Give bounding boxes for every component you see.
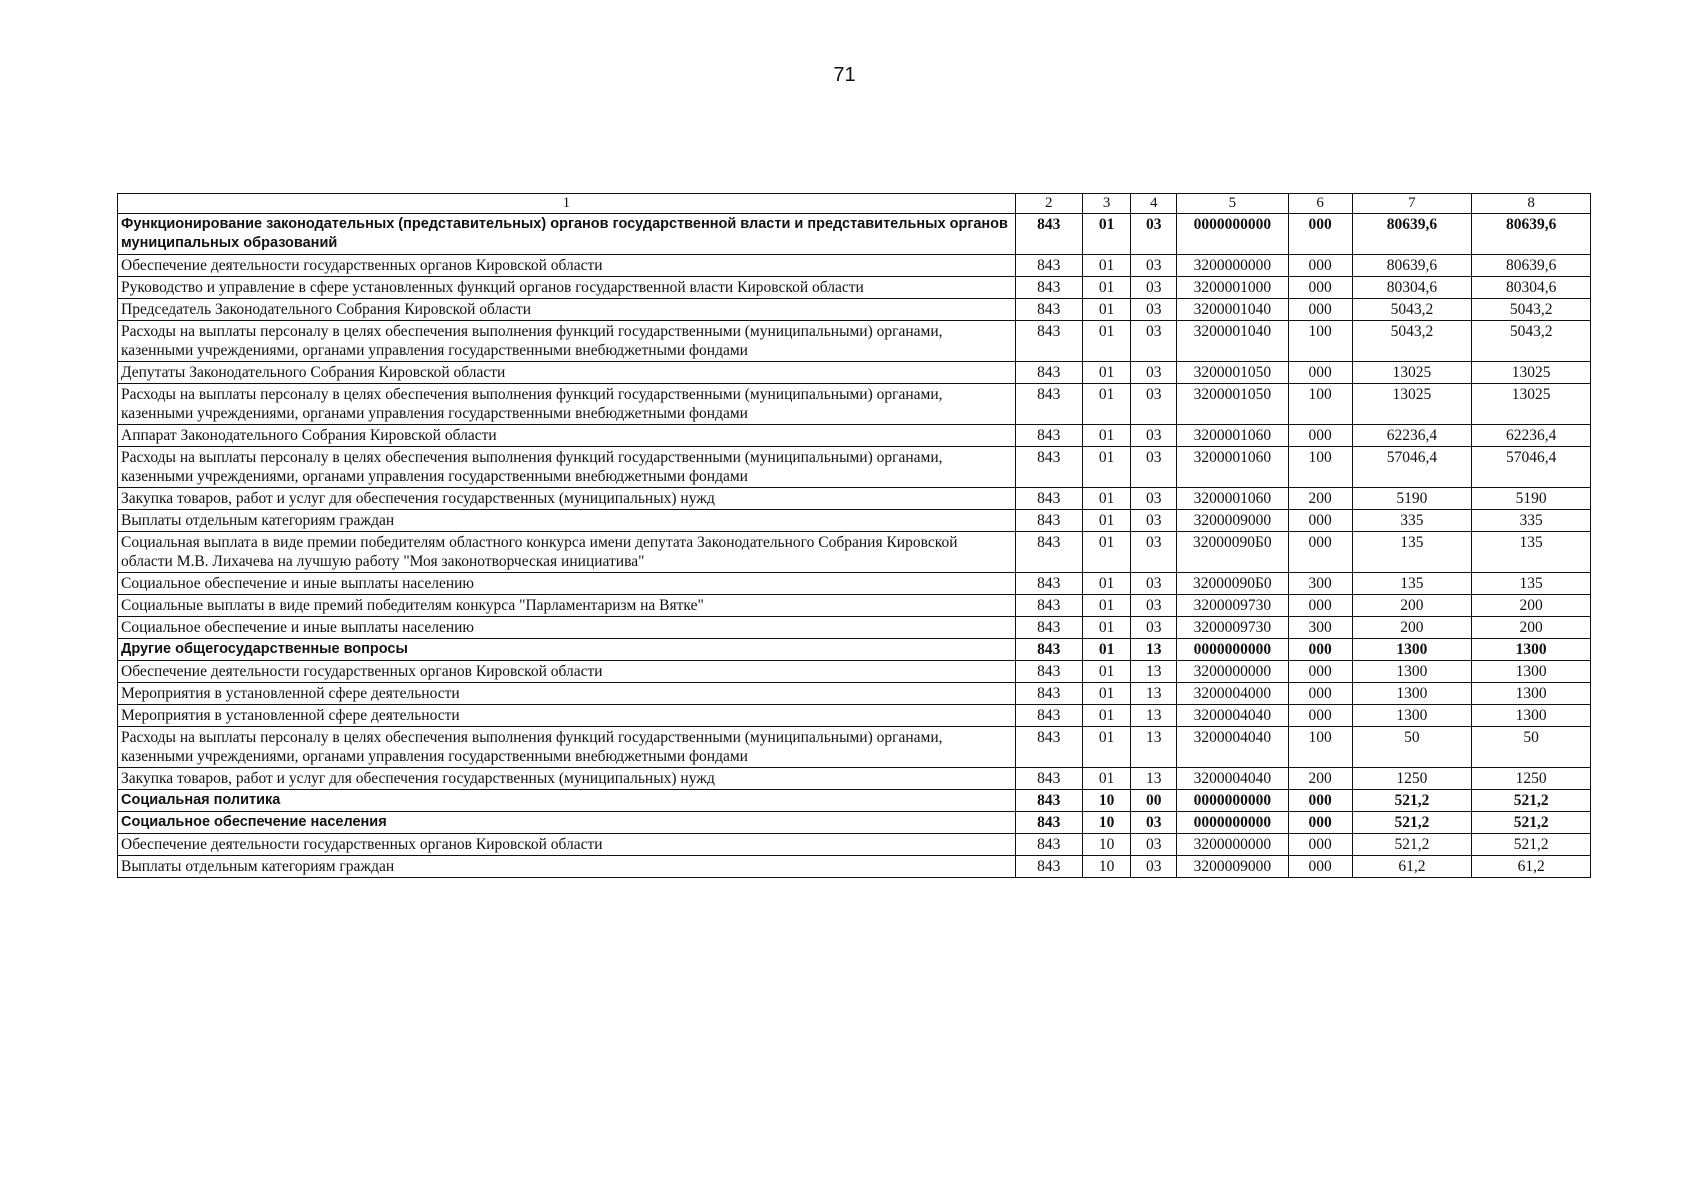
table-row (118, 447, 1591, 488)
section-code-cell: 01 (1082, 321, 1131, 362)
amount-year2-cell: 61,2 (1472, 856, 1591, 878)
expense-type-cell: 000 (1288, 255, 1352, 277)
row-name-cell: Расходы на выплаты персоналу в целях обеспечения выполнения функций государственными (муниципальными) органами, казенными учреждениями, органами управления государственными внебюджетными фондами (118, 321, 1016, 362)
admin-code-cell: 843 (1015, 425, 1082, 447)
admin-code-cell: 843 (1015, 705, 1082, 727)
subsection-code-cell: 03 (1131, 362, 1177, 384)
admin-code-cell: 843 (1015, 856, 1082, 878)
section-code-cell: 01 (1082, 488, 1131, 510)
amount-year1-cell: 200 (1352, 595, 1472, 617)
table-row (118, 617, 1591, 639)
expense-type-cell: 100 (1288, 321, 1352, 362)
admin-code-cell: 843 (1015, 595, 1082, 617)
row-name-cell: Социальная выплата в виде премии победителям областного конкурса имени депутата Законодательного Собрания Кировской области М.В. Лихачева на лучшую работу "Моя законотворческая инициатива" (118, 532, 1016, 573)
row-name-cell: Обеспечение деятельности государственных органов Кировской области (118, 834, 1016, 856)
target-article-cell: 3200001050 (1177, 362, 1289, 384)
amount-year1-cell: 80639,6 (1352, 255, 1472, 277)
target-article-cell: 3200004040 (1177, 768, 1289, 790)
row-name-cell: Депутаты Законодательного Собрания Кировской области (118, 362, 1016, 384)
amount-year1-cell: 80304,6 (1352, 277, 1472, 299)
table-row (118, 768, 1591, 790)
subsection-code-cell: 03 (1131, 595, 1177, 617)
target-article-cell: 32000090Б0 (1177, 532, 1289, 573)
section-code-cell: 01 (1082, 384, 1131, 425)
expense-type-cell: 300 (1288, 573, 1352, 595)
subsection-code-cell: 13 (1131, 661, 1177, 683)
row-name-cell: Закупка товаров, работ и услуг для обеспечения государственных (муниципальных) нужд (118, 488, 1016, 510)
row-name-cell: Функционирование законодательных (представительных) органов государственной власти и представительных органов муниципальных образований (118, 214, 1016, 255)
admin-code-cell: 843 (1015, 384, 1082, 425)
amount-year2-cell: 1300 (1472, 661, 1591, 683)
amount-year2-cell: 13025 (1472, 384, 1591, 425)
expense-type-cell: 000 (1288, 683, 1352, 705)
table-row (118, 683, 1591, 705)
section-code-cell: 01 (1082, 447, 1131, 488)
row-name-cell: Обеспечение деятельности государственных органов Кировской области (118, 661, 1016, 683)
amount-year2-cell: 1300 (1472, 639, 1591, 661)
amount-year2-cell: 50 (1472, 727, 1591, 768)
target-article-cell: 3200009730 (1177, 617, 1289, 639)
row-name-cell: Руководство и управление в сфере установленных функций органов государственной власти Кировской области (118, 277, 1016, 299)
admin-code-cell: 843 (1015, 362, 1082, 384)
subsection-code-cell: 03 (1131, 321, 1177, 362)
section-code-cell: 01 (1082, 595, 1131, 617)
row-name-cell: Расходы на выплаты персоналу в целях обеспечения выполнения функций государственными (муниципальными) органами, казенными учреждениями, органами управления государственными внебюджетными фондами (118, 727, 1016, 768)
column-header: 4 (1131, 194, 1177, 214)
section-code-cell: 01 (1082, 214, 1131, 255)
table-row (118, 812, 1591, 834)
target-article-cell: 0000000000 (1177, 639, 1289, 661)
subsection-code-cell: 00 (1131, 790, 1177, 812)
amount-year1-cell: 135 (1352, 532, 1472, 573)
row-name-cell: Расходы на выплаты персоналу в целях обеспечения выполнения функций государственными (муниципальными) органами, казенными учреждениями, органами управления государственными внебюджетными фондами (118, 384, 1016, 425)
subsection-code-cell: 03 (1131, 532, 1177, 573)
amount-year1-cell: 5190 (1352, 488, 1472, 510)
table-row (118, 639, 1591, 661)
target-article-cell: 0000000000 (1177, 790, 1289, 812)
expense-type-cell: 200 (1288, 768, 1352, 790)
row-name-cell: Социальные выплаты в виде премий победителям конкурса "Парламентаризм на Вятке" (118, 595, 1016, 617)
amount-year1-cell: 521,2 (1352, 790, 1472, 812)
subsection-code-cell: 13 (1131, 768, 1177, 790)
target-article-cell: 3200009000 (1177, 856, 1289, 878)
target-article-cell: 3200001050 (1177, 384, 1289, 425)
section-code-cell: 10 (1082, 790, 1131, 812)
section-code-cell: 01 (1082, 639, 1131, 661)
target-article-cell: 0000000000 (1177, 214, 1289, 255)
admin-code-cell: 843 (1015, 510, 1082, 532)
amount-year1-cell: 135 (1352, 573, 1472, 595)
section-code-cell: 01 (1082, 617, 1131, 639)
target-article-cell: 3200001060 (1177, 425, 1289, 447)
subsection-code-cell: 03 (1131, 856, 1177, 878)
section-code-cell: 01 (1082, 255, 1131, 277)
expense-type-cell: 100 (1288, 384, 1352, 425)
admin-code-cell: 843 (1015, 727, 1082, 768)
row-name-cell: Выплаты отдельным категориям граждан (118, 510, 1016, 532)
section-code-cell: 01 (1082, 299, 1131, 321)
target-article-cell: 3200001060 (1177, 488, 1289, 510)
row-name-cell: Выплаты отдельным категориям граждан (118, 856, 1016, 878)
row-name-cell: Мероприятия в установленной сфере деятельности (118, 705, 1016, 727)
amount-year2-cell: 135 (1472, 573, 1591, 595)
expense-type-cell: 000 (1288, 639, 1352, 661)
column-header: 5 (1177, 194, 1289, 214)
amount-year1-cell: 5043,2 (1352, 299, 1472, 321)
amount-year1-cell: 80639,6 (1352, 214, 1472, 255)
amount-year1-cell: 61,2 (1352, 856, 1472, 878)
target-article-cell: 3200009000 (1177, 510, 1289, 532)
amount-year2-cell: 1300 (1472, 683, 1591, 705)
row-name-cell: Социальное обеспечение населения (118, 812, 1016, 834)
table-row (118, 727, 1591, 768)
amount-year1-cell: 521,2 (1352, 834, 1472, 856)
amount-year1-cell: 50 (1352, 727, 1472, 768)
admin-code-cell: 843 (1015, 277, 1082, 299)
expense-type-cell: 000 (1288, 705, 1352, 727)
amount-year1-cell: 1300 (1352, 683, 1472, 705)
expense-type-cell: 000 (1288, 425, 1352, 447)
section-code-cell: 01 (1082, 768, 1131, 790)
admin-code-cell: 843 (1015, 447, 1082, 488)
expense-type-cell: 000 (1288, 362, 1352, 384)
admin-code-cell: 843 (1015, 617, 1082, 639)
table-row (118, 790, 1591, 812)
column-header: 1 (118, 194, 1016, 214)
amount-year1-cell: 1300 (1352, 661, 1472, 683)
table-row (118, 488, 1591, 510)
subsection-code-cell: 03 (1131, 488, 1177, 510)
section-code-cell: 10 (1082, 834, 1131, 856)
column-header: 7 (1352, 194, 1472, 214)
section-code-cell: 01 (1082, 661, 1131, 683)
section-code-cell: 01 (1082, 683, 1131, 705)
admin-code-cell: 843 (1015, 299, 1082, 321)
target-article-cell: 3200001000 (1177, 277, 1289, 299)
subsection-code-cell: 03 (1131, 573, 1177, 595)
column-header: 6 (1288, 194, 1352, 214)
admin-code-cell: 843 (1015, 834, 1082, 856)
amount-year2-cell: 5190 (1472, 488, 1591, 510)
section-code-cell: 01 (1082, 277, 1131, 299)
target-article-cell: 32000090Б0 (1177, 573, 1289, 595)
target-article-cell: 3200000000 (1177, 661, 1289, 683)
table-row (118, 573, 1591, 595)
amount-year2-cell: 13025 (1472, 362, 1591, 384)
admin-code-cell: 843 (1015, 573, 1082, 595)
row-name-cell: Социальное обеспечение и иные выплаты населению (118, 617, 1016, 639)
table-row (118, 425, 1591, 447)
expense-type-cell: 000 (1288, 856, 1352, 878)
admin-code-cell: 843 (1015, 768, 1082, 790)
expense-type-cell: 000 (1288, 834, 1352, 856)
expense-type-cell: 000 (1288, 510, 1352, 532)
amount-year2-cell: 521,2 (1472, 812, 1591, 834)
table-row (118, 362, 1591, 384)
row-name-cell: Другие общегосударственные вопросы (118, 639, 1016, 661)
expense-type-cell: 100 (1288, 727, 1352, 768)
amount-year2-cell: 5043,2 (1472, 321, 1591, 362)
table-row (118, 595, 1591, 617)
admin-code-cell: 843 (1015, 639, 1082, 661)
row-name-cell: Аппарат Законодательного Собрания Кировской области (118, 425, 1016, 447)
target-article-cell: 3200004040 (1177, 727, 1289, 768)
expense-type-cell: 000 (1288, 812, 1352, 834)
target-article-cell: 0000000000 (1177, 812, 1289, 834)
expense-type-cell: 000 (1288, 214, 1352, 255)
amount-year1-cell: 57046,4 (1352, 447, 1472, 488)
amount-year2-cell: 135 (1472, 532, 1591, 573)
expense-type-cell: 200 (1288, 488, 1352, 510)
budget-table (117, 193, 1591, 878)
row-name-cell: Председатель Законодательного Собрания Кировской области (118, 299, 1016, 321)
row-name-cell: Мероприятия в установленной сфере деятельности (118, 683, 1016, 705)
amount-year2-cell: 200 (1472, 617, 1591, 639)
subsection-code-cell: 13 (1131, 683, 1177, 705)
expense-type-cell: 000 (1288, 532, 1352, 573)
target-article-cell: 3200001060 (1177, 447, 1289, 488)
subsection-code-cell: 03 (1131, 299, 1177, 321)
amount-year2-cell: 200 (1472, 595, 1591, 617)
amount-year2-cell: 80304,6 (1472, 277, 1591, 299)
admin-code-cell: 843 (1015, 683, 1082, 705)
section-code-cell: 01 (1082, 362, 1131, 384)
subsection-code-cell: 13 (1131, 705, 1177, 727)
subsection-code-cell: 03 (1131, 812, 1177, 834)
subsection-code-cell: 03 (1131, 214, 1177, 255)
expense-type-cell: 000 (1288, 277, 1352, 299)
subsection-code-cell: 03 (1131, 510, 1177, 532)
amount-year1-cell: 200 (1352, 617, 1472, 639)
admin-code-cell: 843 (1015, 321, 1082, 362)
expense-type-cell: 000 (1288, 790, 1352, 812)
row-name-cell: Социальное обеспечение и иные выплаты населению (118, 573, 1016, 595)
table-row (118, 384, 1591, 425)
section-code-cell: 01 (1082, 425, 1131, 447)
amount-year1-cell: 1250 (1352, 768, 1472, 790)
section-code-cell: 10 (1082, 812, 1131, 834)
amount-year1-cell: 521,2 (1352, 812, 1472, 834)
header-row (118, 194, 1591, 214)
amount-year2-cell: 1300 (1472, 705, 1591, 727)
admin-code-cell: 843 (1015, 255, 1082, 277)
amount-year2-cell: 5043,2 (1472, 299, 1591, 321)
subsection-code-cell: 13 (1131, 727, 1177, 768)
section-code-cell: 01 (1082, 705, 1131, 727)
subsection-code-cell: 03 (1131, 277, 1177, 299)
admin-code-cell: 843 (1015, 532, 1082, 573)
subsection-code-cell: 03 (1131, 447, 1177, 488)
subsection-code-cell: 03 (1131, 425, 1177, 447)
admin-code-cell: 843 (1015, 812, 1082, 834)
admin-code-cell: 843 (1015, 790, 1082, 812)
table-row (118, 856, 1591, 878)
expense-type-cell: 300 (1288, 617, 1352, 639)
column-header: 3 (1082, 194, 1131, 214)
section-code-cell: 01 (1082, 573, 1131, 595)
table-row (118, 214, 1591, 255)
column-header: 2 (1015, 194, 1082, 214)
table-row (118, 277, 1591, 299)
amount-year1-cell: 13025 (1352, 362, 1472, 384)
target-article-cell: 3200004040 (1177, 705, 1289, 727)
table-row (118, 834, 1591, 856)
amount-year2-cell: 62236,4 (1472, 425, 1591, 447)
amount-year1-cell: 1300 (1352, 639, 1472, 661)
amount-year1-cell: 62236,4 (1352, 425, 1472, 447)
expense-type-cell: 100 (1288, 447, 1352, 488)
table-row (118, 705, 1591, 727)
section-code-cell: 01 (1082, 727, 1131, 768)
amount-year2-cell: 80639,6 (1472, 255, 1591, 277)
section-code-cell: 10 (1082, 856, 1131, 878)
amount-year1-cell: 1300 (1352, 705, 1472, 727)
admin-code-cell: 843 (1015, 214, 1082, 255)
table-row (118, 510, 1591, 532)
target-article-cell: 3200009730 (1177, 595, 1289, 617)
row-name-cell: Обеспечение деятельности государственных органов Кировской области (118, 255, 1016, 277)
subsection-code-cell: 03 (1131, 384, 1177, 425)
amount-year1-cell: 13025 (1352, 384, 1472, 425)
target-article-cell: 3200001040 (1177, 299, 1289, 321)
expense-type-cell: 000 (1288, 299, 1352, 321)
target-article-cell: 3200000000 (1177, 834, 1289, 856)
expense-type-cell: 000 (1288, 595, 1352, 617)
amount-year2-cell: 335 (1472, 510, 1591, 532)
page-number: 71 (833, 64, 856, 86)
admin-code-cell: 843 (1015, 661, 1082, 683)
amount-year1-cell: 335 (1352, 510, 1472, 532)
target-article-cell: 3200001040 (1177, 321, 1289, 362)
table-row (118, 532, 1591, 573)
amount-year2-cell: 521,2 (1472, 790, 1591, 812)
target-article-cell: 3200004000 (1177, 683, 1289, 705)
expense-type-cell: 000 (1288, 661, 1352, 683)
amount-year2-cell: 57046,4 (1472, 447, 1591, 488)
table-row (118, 661, 1591, 683)
table-row (118, 299, 1591, 321)
table-row (118, 321, 1591, 362)
section-code-cell: 01 (1082, 532, 1131, 573)
amount-year2-cell: 80639,6 (1472, 214, 1591, 255)
subsection-code-cell: 03 (1131, 255, 1177, 277)
row-name-cell: Закупка товаров, работ и услуг для обеспечения государственных (муниципальных) нужд (118, 768, 1016, 790)
row-name-cell: Социальная политика (118, 790, 1016, 812)
amount-year2-cell: 1250 (1472, 768, 1591, 790)
amount-year2-cell: 521,2 (1472, 834, 1591, 856)
column-header: 8 (1472, 194, 1591, 214)
target-article-cell: 3200000000 (1177, 255, 1289, 277)
row-name-cell: Расходы на выплаты персоналу в целях обеспечения выполнения функций государственными (муниципальными) органами, казенными учреждениями, органами управления государственными внебюджетными фондами (118, 447, 1016, 488)
section-code-cell: 01 (1082, 510, 1131, 532)
subsection-code-cell: 03 (1131, 834, 1177, 856)
subsection-code-cell: 13 (1131, 639, 1177, 661)
table-row (118, 255, 1591, 277)
subsection-code-cell: 03 (1131, 617, 1177, 639)
amount-year1-cell: 5043,2 (1352, 321, 1472, 362)
admin-code-cell: 843 (1015, 488, 1082, 510)
